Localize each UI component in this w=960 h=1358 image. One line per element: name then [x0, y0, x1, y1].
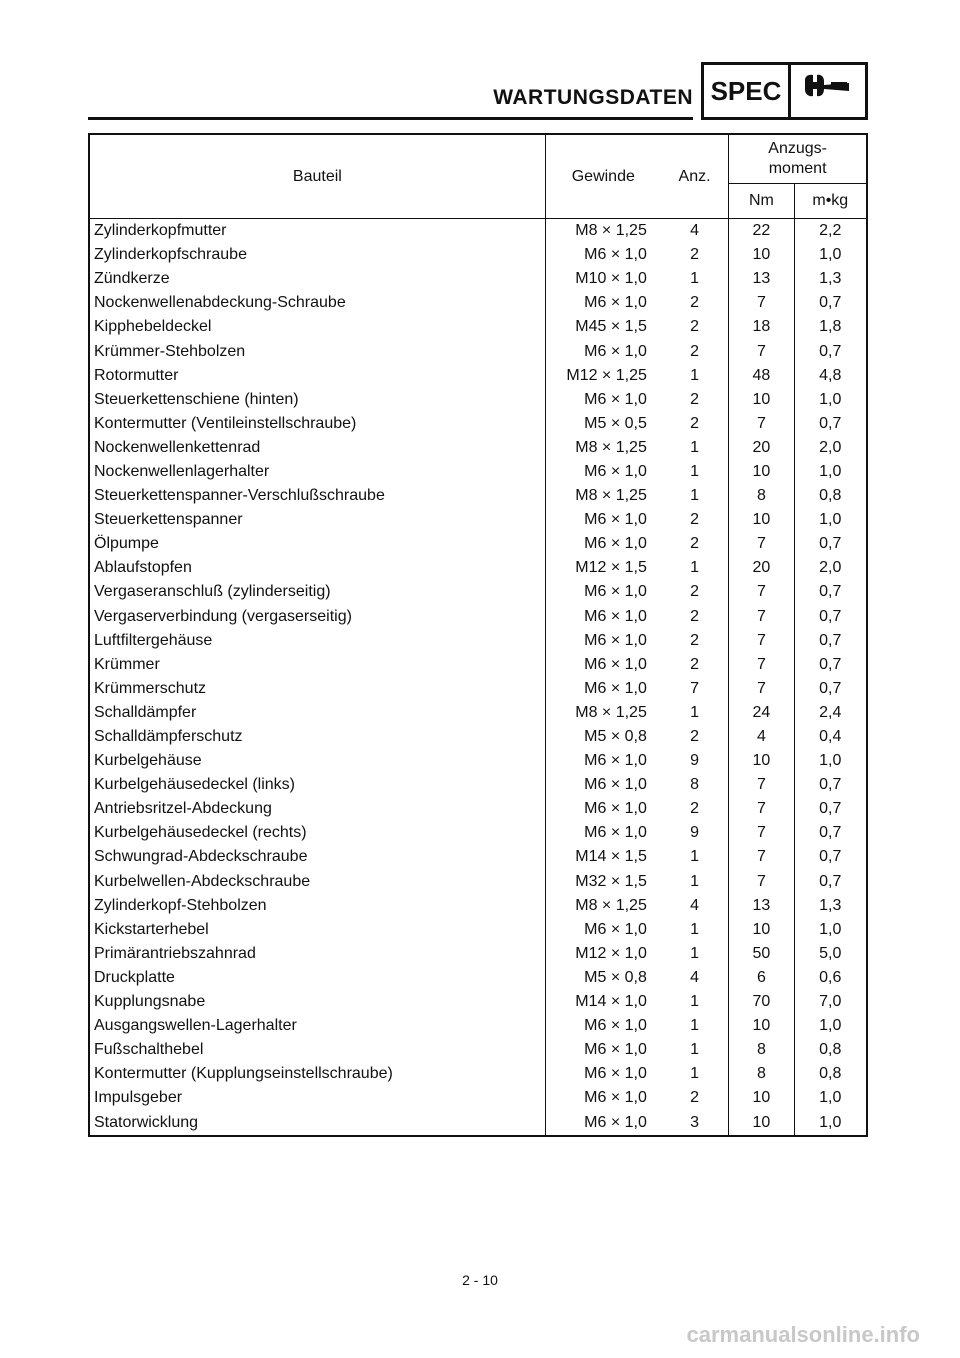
table-row [89, 388, 867, 412]
cell-mkg: 1,0 [819, 1113, 842, 1131]
cell-mkg: 1,0 [819, 511, 842, 529]
cell-part: Kupplungsnabe [89, 990, 545, 1014]
cell-qty: 2 [661, 243, 729, 267]
cell-mkg: 0,7 [819, 342, 842, 360]
cell-nm: 10 [729, 508, 794, 532]
cell-part: Ablaufstopfen [89, 556, 545, 580]
cell-part: Nockenwellenlagerhalter [89, 460, 545, 484]
cell-part: Ölpumpe [89, 532, 545, 556]
cell-qty: 1 [661, 1014, 729, 1038]
cell-mkg: 1,3 [819, 270, 842, 288]
cell-nm: 4 [729, 725, 794, 749]
cell-part: Schalldämpfer [89, 701, 545, 725]
table-row [89, 725, 867, 749]
cell-qty: 3 [661, 1110, 729, 1135]
table-row [89, 1014, 867, 1038]
cell-part: Impulsgeber [89, 1086, 545, 1110]
cell-qty: 4 [661, 966, 729, 990]
cell-thread: M14 × 1,0 [575, 993, 647, 1011]
table-row [89, 412, 867, 436]
cell-mkg: 0,7 [819, 607, 842, 625]
cell-thread: M6 × 1,0 [584, 1089, 647, 1107]
table-row [89, 821, 867, 845]
cell-thread: M6 × 1,0 [584, 607, 647, 625]
cell-part: Luftfiltergehäuse [89, 629, 545, 653]
cell-thread: M6 × 1,0 [584, 462, 647, 480]
col-header-torque [729, 134, 867, 184]
cell-qty: 2 [661, 605, 729, 629]
cell-nm: 10 [729, 1014, 794, 1038]
table-row [89, 580, 867, 604]
cell-nm: 13 [729, 894, 794, 918]
cell-nm: 10 [729, 1110, 794, 1135]
cell-part: Zündkerze [89, 267, 545, 291]
cell-mkg: 1,0 [819, 462, 842, 480]
cell-nm: 6 [729, 966, 794, 990]
cell-nm: 10 [729, 918, 794, 942]
cell-qty: 1 [661, 267, 729, 291]
cell-part: Krümmer-Stehbolzen [89, 339, 545, 363]
cell-nm: 7 [729, 653, 794, 677]
cell-nm: 10 [729, 243, 794, 267]
cell-thread: M6 × 1,0 [584, 776, 647, 794]
cell-qty: 9 [661, 821, 729, 845]
cell-qty: 1 [661, 556, 729, 580]
cell-mkg: 0,6 [819, 968, 842, 986]
cell-nm: 24 [729, 701, 794, 725]
cell-qty: 2 [661, 629, 729, 653]
cell-mkg: 0,4 [819, 728, 842, 746]
cell-nm: 7 [729, 797, 794, 821]
cell-part: Vergaserverbindung (vergaserseitig) [89, 605, 545, 629]
cell-nm: 20 [729, 436, 794, 460]
cell-nm: 7 [729, 580, 794, 604]
cell-qty: 1 [661, 701, 729, 725]
table-row [89, 845, 867, 869]
table-row [89, 1110, 867, 1135]
table-row [89, 460, 867, 484]
cell-part: Zylinderkopfmutter [89, 219, 545, 244]
cell-nm: 8 [729, 1038, 794, 1062]
cell-mkg: 0,7 [819, 776, 842, 794]
table-row [89, 1038, 867, 1062]
cell-qty: 2 [661, 339, 729, 363]
cell-nm: 22 [729, 219, 794, 244]
cell-qty: 2 [661, 797, 729, 821]
cell-qty: 1 [661, 942, 729, 966]
cell-mkg: 1,0 [819, 390, 842, 408]
cell-nm: 7 [729, 605, 794, 629]
table-row [89, 990, 867, 1014]
cell-part: Primärantriebszahnrad [89, 942, 545, 966]
cell-mkg: 1,3 [819, 896, 842, 914]
cell-mkg: 1,0 [819, 752, 842, 770]
cell-qty: 1 [661, 364, 729, 388]
cell-nm: 70 [729, 990, 794, 1014]
table-row [89, 749, 867, 773]
torque-header-line1: Anzugs- [768, 140, 827, 157]
cell-qty: 1 [661, 870, 729, 894]
cell-part: Nockenwellenabdeckung-Schraube [89, 291, 545, 315]
cell-thread: M8 × 1,25 [575, 438, 647, 456]
cell-mkg: 0,8 [819, 1041, 842, 1059]
page-title: WARTUNGSDATEN [493, 86, 693, 109]
cell-nm: 50 [729, 942, 794, 966]
table-row [89, 629, 867, 653]
table-row [89, 1086, 867, 1110]
table-row [89, 364, 867, 388]
cell-qty: 1 [661, 484, 729, 508]
cell-mkg: 0,7 [819, 631, 842, 649]
cell-thread: M6 × 1,0 [584, 583, 647, 601]
torque-header-line2: moment [768, 160, 827, 177]
cell-part: Kurbelgehäusedeckel (links) [89, 773, 545, 797]
cell-nm: 7 [729, 821, 794, 845]
page-number: 2 - 10 [462, 1272, 498, 1288]
cell-part: Kipphebeldeckel [89, 315, 545, 339]
table-row [89, 966, 867, 990]
cell-thread: M12 × 1,25 [566, 366, 647, 384]
cell-thread: M6 × 1,0 [584, 535, 647, 553]
cell-thread: M6 × 1,0 [584, 824, 647, 842]
table-row [89, 942, 867, 966]
cell-thread: M6 × 1,0 [584, 246, 647, 264]
table-row [89, 870, 867, 894]
cell-part: Zylinderkopf-Stehbolzen [89, 894, 545, 918]
cell-mkg: 2,0 [819, 559, 842, 577]
cell-nm: 18 [729, 315, 794, 339]
cell-part: Kurbelwellen-Abdeckschraube [89, 870, 545, 894]
cell-part: Druckplatte [89, 966, 545, 990]
cell-qty: 2 [661, 725, 729, 749]
table-row [89, 797, 867, 821]
cell-mkg: 0,8 [819, 1065, 842, 1083]
cell-nm: 48 [729, 364, 794, 388]
col-header-thread: Gewinde [545, 134, 661, 219]
cell-thread: M10 × 1,0 [575, 270, 647, 288]
cell-mkg: 2,4 [819, 703, 842, 721]
table-row [89, 653, 867, 677]
cell-nm: 8 [729, 1062, 794, 1086]
cell-nm: 10 [729, 749, 794, 773]
wrench-icon-box [788, 62, 868, 120]
cell-part: Kickstarterhebel [89, 918, 545, 942]
cell-nm: 10 [729, 388, 794, 412]
cell-nm: 7 [729, 412, 794, 436]
cell-qty: 1 [661, 1062, 729, 1086]
table-row [89, 556, 867, 580]
cell-nm: 7 [729, 339, 794, 363]
cell-part: Krümmer [89, 653, 545, 677]
cell-qty: 2 [661, 508, 729, 532]
cell-mkg: 0,7 [819, 679, 842, 697]
cell-mkg: 1,0 [819, 920, 842, 938]
table-row [89, 315, 867, 339]
cell-thread: M6 × 1,0 [584, 1041, 647, 1059]
cell-mkg: 0,7 [819, 294, 842, 312]
cell-part: Rotormutter [89, 364, 545, 388]
cell-qty: 1 [661, 845, 729, 869]
cell-part: Ausgangswellen-Lagerhalter [89, 1014, 545, 1038]
cell-mkg: 1,8 [819, 318, 842, 336]
cell-part: Vergaseranschluß (zylinderseitig) [89, 580, 545, 604]
cell-qty: 2 [661, 653, 729, 677]
cell-part: Zylinderkopfschraube [89, 243, 545, 267]
cell-nm: 7 [729, 677, 794, 701]
cell-nm: 10 [729, 460, 794, 484]
page-header [88, 62, 868, 122]
table-row [89, 677, 867, 701]
cell-part: Statorwicklung [89, 1110, 545, 1135]
cell-thread: M12 × 1,0 [575, 944, 647, 962]
cell-thread: M8 × 1,25 [575, 487, 647, 505]
cell-thread: M6 × 1,0 [584, 800, 647, 818]
col-header-mkg: m•kg [794, 184, 867, 219]
cell-part: Nockenwellenkettenrad [89, 436, 545, 460]
cell-nm: 8 [729, 484, 794, 508]
cell-mkg: 2,2 [819, 222, 842, 240]
cell-mkg: 2,0 [819, 438, 842, 456]
col-header-nm: Nm [729, 184, 794, 219]
cell-qty: 2 [661, 412, 729, 436]
table-row [89, 773, 867, 797]
cell-mkg: 0,7 [819, 800, 842, 818]
cell-thread: M12 × 1,5 [575, 559, 647, 577]
cell-thread: M5 × 0,8 [584, 728, 647, 746]
cell-thread: M45 × 1,5 [575, 318, 647, 336]
spec-label: SPEC [701, 62, 791, 120]
wrench-icon [801, 74, 853, 108]
cell-thread: M6 × 1,0 [584, 294, 647, 312]
table-row [89, 1062, 867, 1086]
table-row [89, 508, 867, 532]
col-header-part: Bauteil [89, 134, 545, 219]
cell-thread: M6 × 1,0 [584, 390, 647, 408]
cell-part: Kurbelgehäuse [89, 749, 545, 773]
cell-qty: 1 [661, 990, 729, 1014]
table-body [89, 219, 867, 1136]
cell-part: Schalldämpferschutz [89, 725, 545, 749]
watermark: carmanualsonline.info [686, 1322, 920, 1347]
cell-nm: 7 [729, 870, 794, 894]
cell-nm: 7 [729, 532, 794, 556]
cell-qty: 7 [661, 677, 729, 701]
cell-qty: 1 [661, 460, 729, 484]
cell-part: Kurbelgehäusedeckel (rechts) [89, 821, 545, 845]
table-row [89, 894, 867, 918]
torque-table [88, 133, 868, 1137]
cell-qty: 2 [661, 532, 729, 556]
cell-qty: 2 [661, 388, 729, 412]
cell-mkg: 1,0 [819, 1017, 842, 1035]
cell-qty: 2 [661, 580, 729, 604]
cell-nm: 13 [729, 267, 794, 291]
cell-thread: M32 × 1,5 [575, 872, 647, 890]
cell-mkg: 0,7 [819, 848, 842, 866]
table-row [89, 605, 867, 629]
cell-mkg: 1,0 [819, 246, 842, 264]
header-rule [88, 117, 693, 120]
cell-part: Steuerkettenschiene (hinten) [89, 388, 545, 412]
table-row [89, 918, 867, 942]
cell-nm: 10 [729, 1086, 794, 1110]
cell-part: Steuerkettenspanner [89, 508, 545, 532]
table-row [89, 339, 867, 363]
cell-qty: 2 [661, 1086, 729, 1110]
cell-qty: 4 [661, 894, 729, 918]
cell-thread: M6 × 1,0 [584, 920, 647, 938]
cell-qty: 9 [661, 749, 729, 773]
cell-mkg: 0,8 [819, 487, 842, 505]
cell-mkg: 5,0 [819, 944, 842, 962]
cell-thread: M6 × 1,0 [584, 655, 647, 673]
table-row [89, 291, 867, 315]
cell-thread: M6 × 1,0 [584, 342, 647, 360]
cell-part: Kontermutter (Ventileinstellschraube) [89, 412, 545, 436]
cell-nm: 7 [729, 845, 794, 869]
cell-part: Kontermutter (Kupplungseinstellschraube) [89, 1062, 545, 1086]
cell-part: Schwungrad-Abdeckschraube [89, 845, 545, 869]
cell-part: Antriebsritzel-Abdeckung [89, 797, 545, 821]
table-row [89, 532, 867, 556]
cell-qty: 8 [661, 773, 729, 797]
cell-part: Steuerkettenspanner-Verschlußschraube [89, 484, 545, 508]
cell-thread: M8 × 1,25 [575, 896, 647, 914]
table-row [89, 267, 867, 291]
cell-qty: 2 [661, 315, 729, 339]
cell-part: Fußschalthebel [89, 1038, 545, 1062]
cell-thread: M6 × 1,0 [584, 1017, 647, 1035]
cell-thread: M6 × 1,0 [584, 752, 647, 770]
table-row [89, 436, 867, 460]
cell-mkg: 0,7 [819, 414, 842, 432]
cell-mkg: 0,7 [819, 583, 842, 601]
cell-nm: 7 [729, 629, 794, 653]
cell-qty: 1 [661, 918, 729, 942]
cell-thread: M6 × 1,0 [584, 511, 647, 529]
cell-thread: M14 × 1,5 [575, 848, 647, 866]
cell-part: Krümmerschutz [89, 677, 545, 701]
cell-mkg: 0,7 [819, 535, 842, 553]
cell-thread: M6 × 1,0 [584, 1065, 647, 1083]
cell-thread: M6 × 1,0 [584, 631, 647, 649]
cell-mkg: 0,7 [819, 872, 842, 890]
cell-mkg: 1,0 [819, 1089, 842, 1107]
cell-qty: 2 [661, 291, 729, 315]
cell-thread: M8 × 1,25 [575, 703, 647, 721]
table-row [89, 219, 867, 244]
cell-thread: M5 × 0,8 [584, 968, 647, 986]
table-row [89, 243, 867, 267]
cell-mkg: 0,7 [819, 655, 842, 673]
table-row [89, 484, 867, 508]
cell-nm: 7 [729, 773, 794, 797]
cell-qty: 4 [661, 219, 729, 244]
cell-mkg: 7,0 [819, 993, 842, 1011]
col-header-qty: Anz. [661, 134, 729, 219]
cell-thread: M5 × 0,5 [584, 414, 647, 432]
cell-thread: M8 × 1,25 [575, 222, 647, 240]
cell-mkg: 4,8 [819, 366, 842, 384]
cell-qty: 1 [661, 1038, 729, 1062]
cell-thread: M6 × 1,0 [584, 679, 647, 697]
cell-qty: 1 [661, 436, 729, 460]
cell-mkg: 0,7 [819, 824, 842, 842]
cell-nm: 20 [729, 556, 794, 580]
cell-thread: M6 × 1,0 [584, 1113, 647, 1131]
table-row [89, 701, 867, 725]
cell-nm: 7 [729, 291, 794, 315]
